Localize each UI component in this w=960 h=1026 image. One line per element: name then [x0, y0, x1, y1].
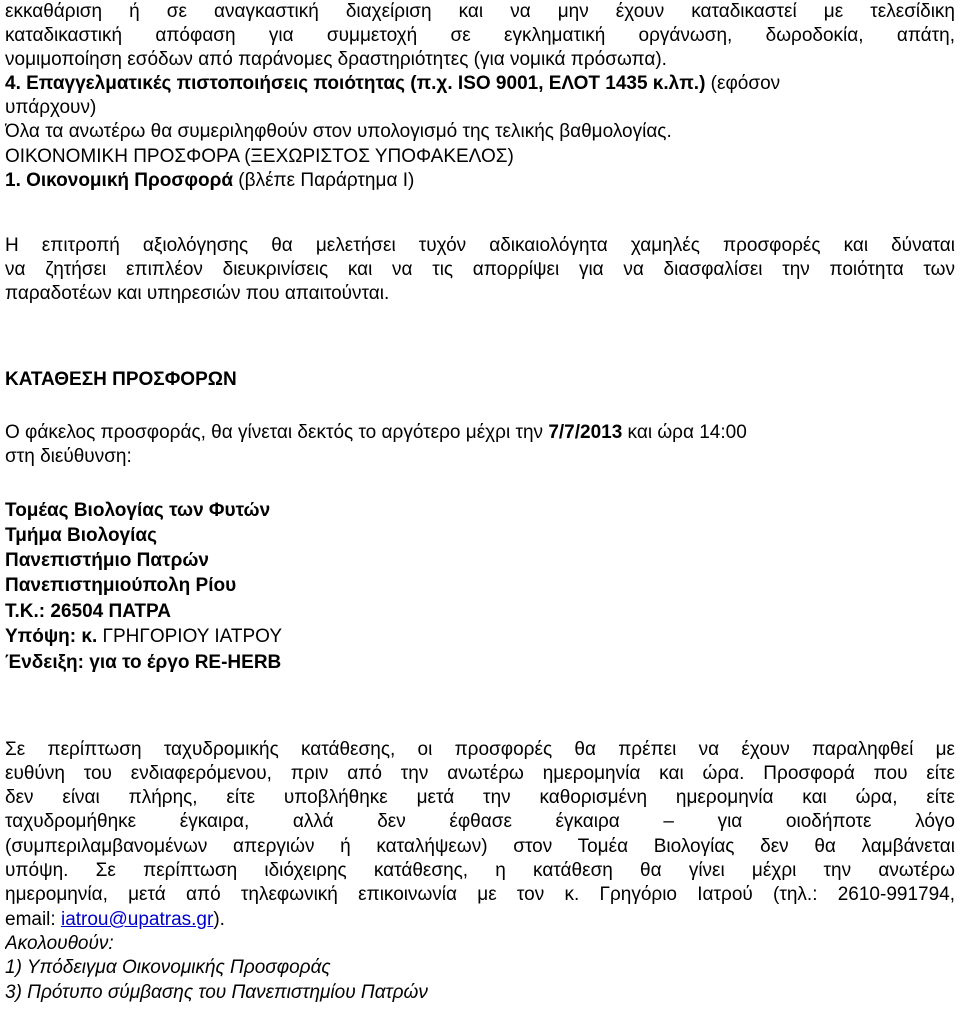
- email-pre: email:: [5, 909, 61, 930]
- postal-line-4: ταχυδρομήθηκε έγκαιρα, αλλά δεν έφθασε έγκαιρα – για οιοδήποτε λόγο: [5, 811, 955, 832]
- deadline-pre: Ο φάκελος προσφοράς, θα γίνεται δεκτός το αργότερο μέχρι την: [5, 422, 549, 443]
- indication-label: Ένδειξη:: [5, 652, 84, 673]
- address-line-2: Τμήμα Βιολογίας: [5, 525, 157, 546]
- intro-line-1: εκκαθάριση ή σε αναγκαστική διαχείριση και να μην έχουν καταδικαστεί με τελεσίδικη: [5, 1, 955, 22]
- follows-label: Ακολουθούν:: [5, 933, 114, 954]
- item-1-bold: 1. Οικονομική Προσφορά: [5, 170, 234, 191]
- committee-line-1: Η επιτροπή αξιολόγησης θα μελετήσει τυχόν αδικαιολόγητα χαμηλές προσφορές και δύναται: [5, 235, 955, 256]
- postal-line-2: ευθύνη του ενδιαφερόμενου, πριν από την ανωτέρω ημερομηνία και ώρα. Προσφορά που είτε: [5, 763, 955, 784]
- postal-line-6: υπόψη. Σε περίπτωση ιδιόχειρης κατάθεσης, η κατάθεση θα γίνει μέχρι την ανωτέρω: [5, 860, 955, 881]
- email-link[interactable]: iatrou@upatras.gr: [60, 909, 214, 930]
- item-4-rest: (εφόσον: [705, 73, 781, 94]
- submission-heading: ΚΑΤΑΘΕΣΗ ΠΡΟΣΦΟΡΩΝ: [5, 369, 237, 390]
- financial-offer-heading: ΟΙΚΟΝΟΜΙΚΗ ΠΡΟΣΦΟΡΑ (ΞΕΧΩΡΙΣΤΟΣ ΥΠΟΦΑΚΕΛΟΣ): [5, 146, 514, 167]
- item-1-rest: (βλέπε Παράρτημα Ι): [233, 170, 415, 191]
- address-line-3: Πανεπιστήμιο Πατρών: [5, 550, 209, 571]
- summary-line: Όλα τα ανωτέρω θα συμεριληφθούν στον υπολογισμό της τελικής βαθμολογίας.: [5, 121, 672, 142]
- indication-value: για το έργο RE-HERB: [84, 652, 282, 673]
- indication-line: [5, 651, 955, 675]
- attention-line: [5, 625, 955, 649]
- postal-line-1: Σε περίπτωση ταχυδρομικής κατάθεσης, οι προσφορές θα πρέπει να έχουν παραληφθεί με: [5, 739, 955, 760]
- postal-line-5: (συμπεριλαμβανομένων απεργιών ή καταλήψεων) στον Τομέα Βιολογίας δεν θα λαμβάνεται: [5, 836, 955, 857]
- follows-item-1: 1) Υπόδειγμα Οικονομικής Προσφοράς: [5, 957, 331, 978]
- committee-line-2: να ζητήσει επιπλέον διευκρινίσεις και να τις απορρίψει για να διασφαλίσει την ποιότητα των: [5, 259, 955, 280]
- email-line: [5, 908, 955, 932]
- deadline-line: [5, 421, 955, 445]
- deadline-line-2: στη διεύθυνση:: [5, 446, 132, 467]
- address-line-4: Πανεπιστημιούπολη Ρίου: [5, 575, 237, 596]
- address-line-1: Τομέας Βιολογίας των Φυτών: [5, 500, 271, 521]
- postal-line-3: δεν είναι πλήρης, είτε υποβλήθηκε μετά την καθορισμένη ημερομηνία και ώρα, είτε: [5, 787, 955, 808]
- committee-line-3: παραδοτέων και υπηρεσιών που απαιτούνται.: [5, 283, 390, 304]
- item-4-line-2: υπάρχουν): [5, 97, 97, 118]
- attention-label: Υπόψη: κ.: [5, 626, 98, 647]
- item-1-line: [5, 169, 955, 193]
- address-line-5: Τ.Κ.: 26504 ΠΑΤΡΑ: [5, 601, 171, 622]
- postal-line-7: ημερομηνία, μετά από τηλεφωνική επικοινωνία με τον κ. Γρηγόριο Ιατρού (τηλ.: 2610-991794,: [5, 884, 955, 905]
- attention-name: ΓΡΗΓΟΡΙΟΥ ΙΑΤΡΟΥ: [97, 626, 283, 647]
- intro-line-2: καταδικαστική απόφαση για συμμετοχή σε εγκληματική οργάνωση, δωροδοκία, απάτη,: [5, 25, 955, 46]
- email-post: ).: [213, 909, 225, 930]
- item-4-bold: 4. Επαγγελματικές πιστοποιήσεις ποιότητας (π.χ. ISO 9001, ΕΛΟΤ 1435 κ.λπ.): [5, 73, 706, 94]
- intro-line-3: νομιμοποίηση εσόδων από παράνομες δραστηριότητες (για νομικά πρόσωπα).: [5, 49, 667, 70]
- follows-item-2: 3) Πρότυπο σύμβασης του Πανεπιστημίου Πατρών: [5, 982, 428, 1003]
- deadline-date: 7/7/2013: [548, 422, 623, 443]
- deadline-post: και ώρα 14:00: [622, 422, 747, 443]
- item-4-line: [5, 72, 955, 96]
